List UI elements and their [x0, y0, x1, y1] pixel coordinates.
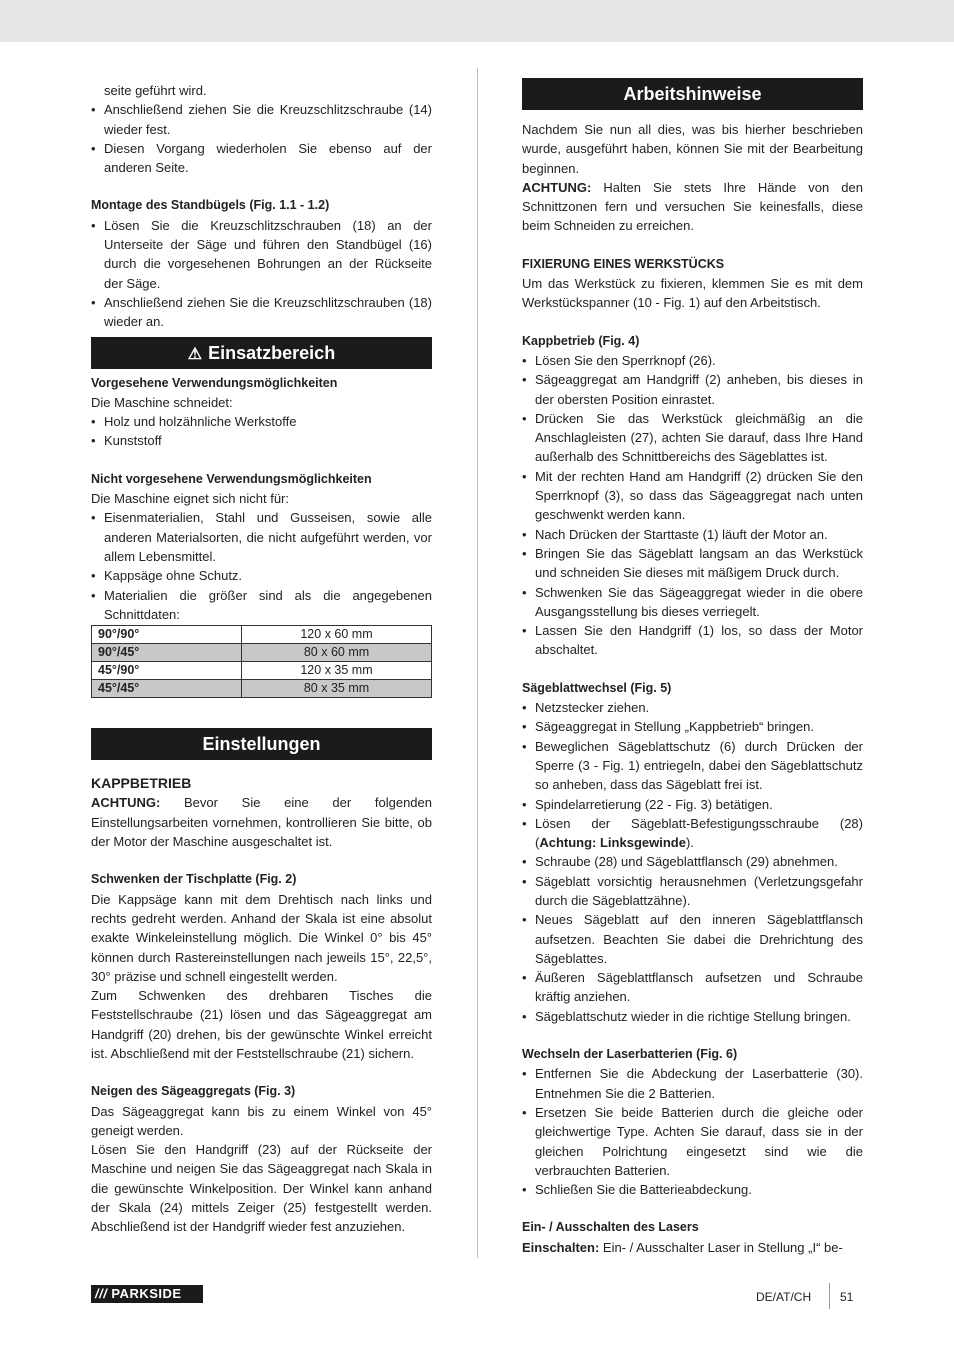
footer-separator	[829, 1283, 830, 1309]
list-item	[522, 814, 863, 853]
table-row	[92, 662, 432, 680]
intro-list	[91, 100, 432, 177]
achtung-label: ACHTUNG:	[91, 795, 161, 811]
page-number: 51	[840, 1290, 854, 1304]
einschalten-text: Ein- / Ausschalter Laser in Stellung „I“ be-	[599, 1239, 843, 1255]
einschalten-label: Einschalten:	[522, 1239, 600, 1255]
item-text: Lösen der Sägeblatt-Befestigungsschraube (28) (	[535, 815, 863, 851]
list-item: • Ersetzen Sie beide Batterien durch die gleiche oder gleichwertige Type. Achten Sie darauf, dass sie in der gleichen Polrichtung eingesetzt sind wie die verbrauchten Batterien.	[522, 1103, 863, 1180]
left-column	[91, 81, 432, 1237]
vorgesehene-heading: Vorgesehene Verwendungsmöglichkeiten	[91, 375, 338, 390]
vorgesehene-list	[91, 412, 432, 451]
table-row	[92, 626, 432, 644]
list-item: • Materialien die größer sind als die angegebenen Schnittdaten:	[91, 586, 432, 625]
list-item: • Kappsäge ohne Schutz.	[91, 566, 432, 585]
table-cell-size: 80 x 35 mm	[242, 680, 432, 698]
list-item: • Mit der rechten Hand am Handgriff (2) drücken Sie den Sperrknopf (3), so dass das Sägeaggregat nach unten geschwenkt werden kann.	[522, 467, 863, 525]
table-cell-size: 120 x 35 mm	[242, 662, 432, 680]
list-item: • Drücken Sie das Werkstück gleichmäßig an die Anschlagleisten (27), achten Sie darauf, dass Ihre Hand außerhalb des Schnittbereichs des Sägeblattes ist.	[522, 409, 863, 467]
table-row	[92, 680, 432, 698]
section-bar-einstellungen: Einstellungen	[91, 728, 432, 760]
list-item: • Schließen Sie die Batterieabdeckung.	[522, 1180, 863, 1199]
table-cell-angle: 45°/45°	[92, 680, 242, 698]
achtung-paragraph	[91, 793, 432, 851]
list-item: • Neues Sägeblatt auf den inneren Sägeblattflansch aufsetzen. Beachten Sie dabei die Drehrichtung des Sägeblattes.	[522, 910, 863, 968]
right-column	[522, 118, 863, 1257]
kappbetrieb-heading: KAPPBETRIEB	[91, 775, 192, 792]
table-row	[92, 644, 432, 662]
list-item: • Anschließend ziehen Sie die Kreuzschlitzschrauben (18) wieder an.	[91, 293, 432, 332]
montage-list	[91, 216, 432, 332]
list-item: • Äußeren Sägeblattflansch aufsetzen und Schraube kräftig anziehen.	[522, 968, 863, 1007]
list-item: • Netzstecker ziehen.	[522, 698, 863, 717]
section-bar-arbeitshinweise: Arbeitshinweise	[522, 78, 863, 110]
fixierung-paragraph: Um das Werkstück zu fixieren, klemmen Sie es mit dem Werkstückspanner (10 - Fig. 1) auf den Arbeitstisch.	[522, 276, 863, 311]
list-item: • Anschließend ziehen Sie die Kreuzschlitzschraube (14) wieder fest.	[91, 100, 432, 139]
list-item: • Sägeaggregat am Handgriff (2) anheben, bis dieses in der obersten Position einrastet.	[522, 370, 863, 409]
nicht-heading: Nicht vorgesehene Verwendungsmöglichkeiten	[91, 471, 372, 486]
achtung-paragraph	[522, 178, 863, 236]
list-item: • Schraube (28) und Sägeblattflansch (29) abnehmen.	[522, 852, 863, 871]
list-item: • Diesen Vorgang wiederholen Sie ebenso auf der anderen Seite.	[91, 139, 432, 178]
vorgesehene-intro: Die Maschine schneidet:	[91, 394, 233, 410]
neigen-paragraph: Das Sägeaggregat kann bis zu einem Winkel von 45° geneigt werden.	[91, 1103, 432, 1138]
list-item: • Beweglichen Sägeblattschutz (6) durch Drücken der Sperre (3 - Fig. 1) entriegeln, dabei den Sägeblattschutz so anheben, dass das Sägeblatt frei ist.	[522, 737, 863, 795]
parkside-logo: /// PARKSIDE	[91, 1285, 203, 1303]
montage-heading: Montage des Standbügels (Fig. 1.1 - 1.2)	[91, 198, 330, 213]
item-text: ).	[685, 835, 694, 851]
warning-icon: ⚠	[187, 345, 203, 363]
list-item: • Lassen Sie den Handgriff (1) los, so dass der Motor abschaltet.	[522, 621, 863, 660]
laser-switch-heading: Ein- / Ausschalten des Lasers	[522, 1220, 699, 1235]
list-item: • Sägeblatt vorsichtig herausnehmen (Verletzungsgefahr durch die Sägeblattzähne).	[522, 872, 863, 911]
list-item: • Holz und holzähnliche Werkstoffe	[91, 412, 432, 431]
intro-continued: seite geführt wird.	[104, 83, 207, 98]
kappbetrieb-heading: Kappbetrieb (Fig. 4)	[522, 333, 640, 348]
schwenken-heading: Schwenken der Tischplatte (Fig. 2)	[91, 872, 297, 887]
list-item: • Eisenmaterialien, Stahl und Gusseisen, sowie alle anderen Materialsorten, die nicht aufgeführt werden, vor allem Lebensmittel.	[91, 508, 432, 566]
item-bold-text: Achtung: Linksgewinde	[539, 835, 686, 851]
laserbatterien-list	[522, 1064, 863, 1199]
einschalten-paragraph	[522, 1238, 863, 1257]
list-item: • Lösen Sie die Kreuzschlitzschrauben (18) an der Unterseite der Säge und führen den Standbügel (16) durch die vorgesehenen Bohrungen an der Rückseite der Säge.	[91, 216, 432, 293]
list-item: • Spindelarretierung (22 - Fig. 3) betätigen.	[522, 795, 863, 814]
table-cell-angle: 45°/90°	[92, 662, 242, 680]
schwenken-paragraph: Die Kappsäge kann mit dem Drehtisch nach links und rechts gedreht werden. Anhand der Skala ist eine absolut exakte Winkeleinstellung möglich. Die Winkel 0° bis 45° können durch Rastereinstellungen nach jeweils 15°, 22,5°, 30° präzise und schnell eingestellt werden.	[91, 891, 432, 984]
table-cell-size: 80 x 60 mm	[242, 644, 432, 662]
column-divider	[477, 68, 478, 1258]
table-cell-angle: 90°/45°	[92, 644, 242, 662]
intro-paragraph: Nachdem Sie nun all dies, was bis hierher beschrieben wurde, ausgeführt haben, können Sie mit der Bearbeitung beginnen.	[522, 122, 863, 176]
table-cell-angle: 90°/90°	[92, 626, 242, 644]
achtung-text: Bevor Sie eine der folgenden Einstellungsarbeiten vornehmen, kontrollieren Sie bitte, ob der Motor der Maschine ausgeschaltet ist.	[91, 795, 432, 850]
list-item: • Entfernen Sie die Abdeckung der Laserbatterie (30). Entnehmen Sie die 2 Batterien.	[522, 1064, 863, 1103]
list-item: • Bringen Sie das Sägeblatt langsam an das Werkstück und schneiden Sie dieses mit mäßigem Druck durch.	[522, 544, 863, 583]
section-title: Einsatzbereich	[208, 342, 336, 363]
schwenken-paragraph: Zum Schwenken des drehbaren Tisches die Feststellschraube (21) lösen und das Sägeaggregat am Handgriff (20) drehen, bis der gewünschte Winkel erreicht ist. Abschließend mit der Feststellschraube (21) sichern.	[91, 988, 432, 1061]
achtung-label: ACHTUNG:	[522, 179, 592, 195]
table-cell-size: 120 x 60 mm	[242, 626, 432, 644]
neigen-paragraph: Lösen Sie den Handgriff (23) auf der Rückseite der Maschine und neigen Sie das Sägeaggregat nach Skala in die gewünschte Winkelposition. Der Winkel kann anhand der Skala (24) mittels Zeiger (25) festgestellt werden. Abschließend ist der Handgriff wieder fest anzuziehen.	[91, 1142, 432, 1235]
list-item: • Sägeaggregat in Stellung „Kappbetrieb“ bringen.	[522, 717, 863, 736]
list-item: • Lösen Sie den Sperrknopf (26).	[522, 351, 863, 370]
nicht-intro: Die Maschine eignet sich nicht für:	[91, 491, 289, 507]
nicht-list	[91, 508, 432, 624]
top-gray-band	[0, 0, 954, 42]
list-item: • Nach Drücken der Starttaste (1) läuft der Motor an.	[522, 525, 863, 544]
saegeblattwechsel-list	[522, 698, 863, 1026]
list-item: • Sägeblattschutz wieder in die richtige Stellung bringen.	[522, 1007, 863, 1026]
laserbatterien-heading: Wechseln der Laserbatterien (Fig. 6)	[522, 1047, 738, 1062]
footer-region: DE/AT/CH	[756, 1290, 812, 1304]
kappbetrieb-list	[522, 351, 863, 660]
fixierung-heading: FIXIERUNG EINES WERKSTÜCKS	[522, 256, 725, 271]
achtung-text: Halten Sie stets Ihre Hände von den Schnittzonen fern und versuchen Sie keinesfalls, diese beim Schneiden zu erreichen.	[522, 179, 863, 234]
cutting-data-table	[91, 625, 432, 698]
saegeblattwechsel-heading: Sägeblattwechsel (Fig. 5)	[522, 680, 672, 695]
neigen-heading: Neigen des Sägeaggregats (Fig. 3)	[91, 1084, 296, 1099]
list-item: • Kunststoff	[91, 431, 432, 450]
section-bar-einsatzbereich	[91, 337, 432, 369]
logo-text: PARKSIDE	[111, 1286, 182, 1301]
list-item: • Schwenken Sie das Sägeaggregat wieder in die obere Ausgangsstellung bis dieses verriegelt.	[522, 583, 863, 622]
